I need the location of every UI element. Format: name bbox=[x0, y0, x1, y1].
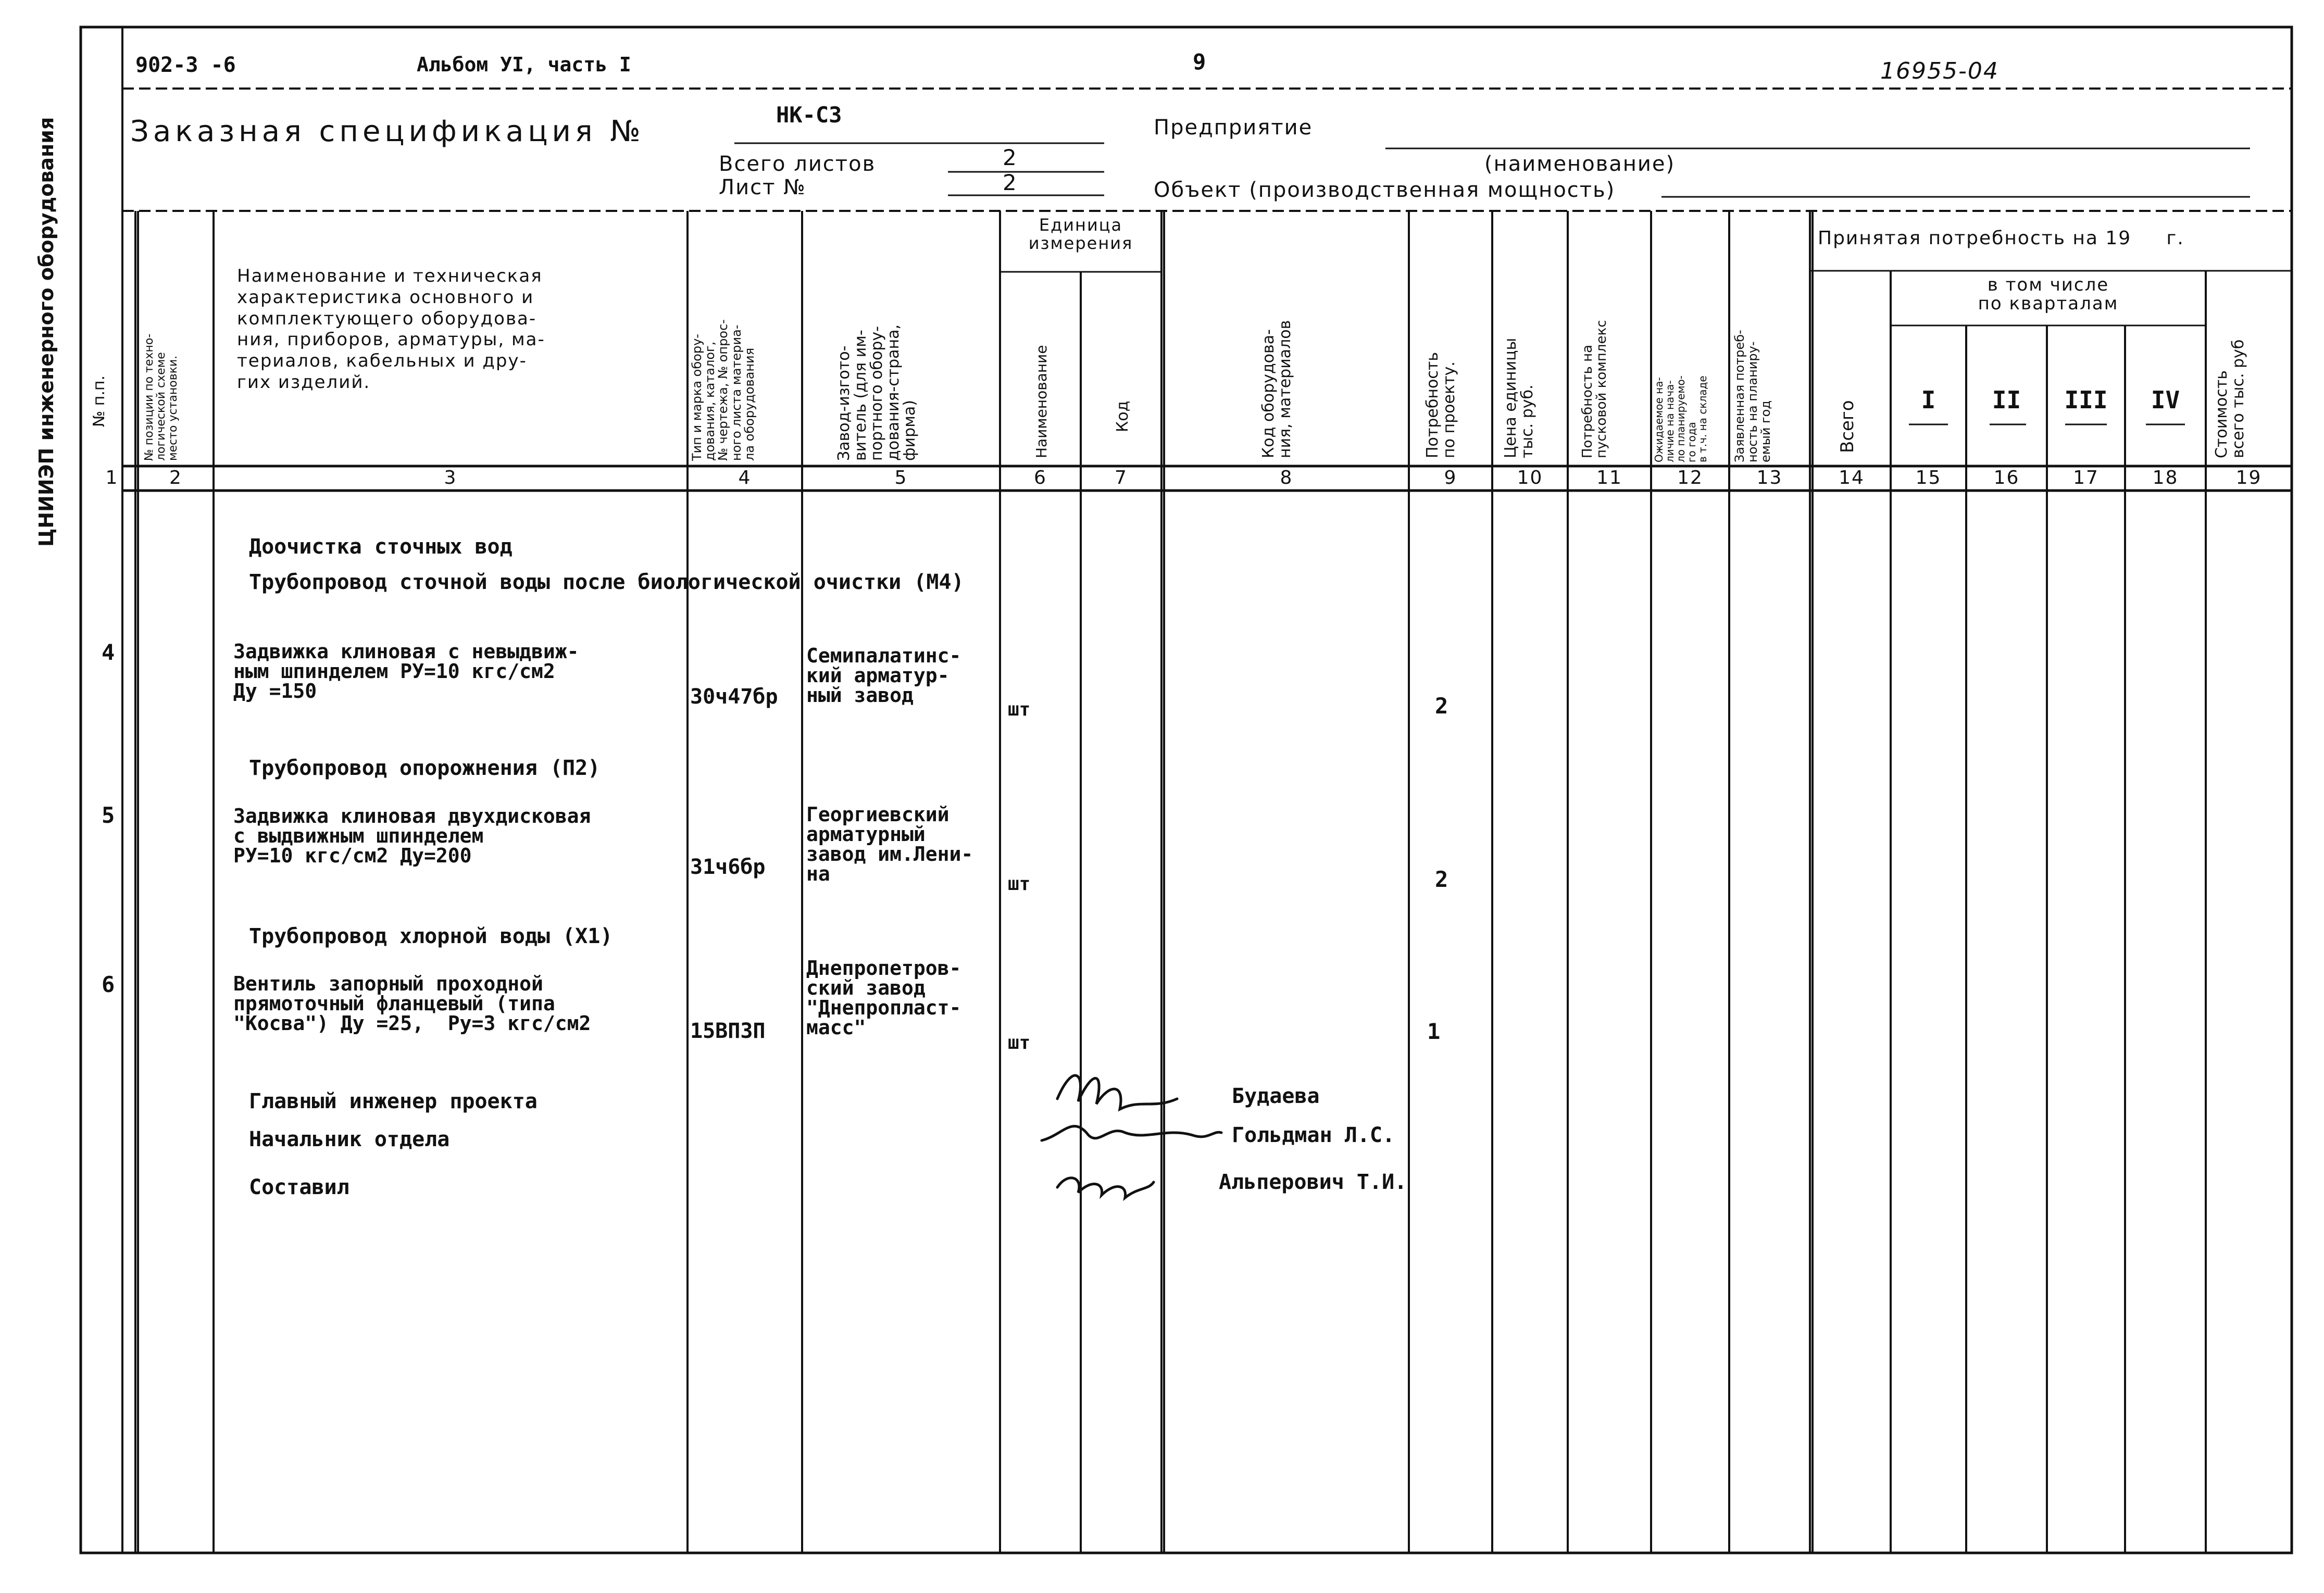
accepted-group-header: Принятая потребность на 19 г. bbox=[1818, 228, 2184, 249]
item-quantity: 2 bbox=[1435, 693, 1448, 719]
col-header-q2: II bbox=[1992, 386, 2021, 414]
subsection-title-1: Трубопровод сточной воды после биологической очистки (М4) bbox=[249, 570, 964, 594]
col-header-q1: I bbox=[1921, 386, 1936, 414]
col-number-8: 8 bbox=[1280, 467, 1293, 488]
item-maker: Семипалатинс- кий арматур- ный завод bbox=[806, 644, 961, 707]
col-header-5: Завод-изгото- витель (для им- портного обору- дования-страна, фирма) bbox=[835, 324, 919, 461]
signature-name: Будаева bbox=[1232, 1084, 1320, 1108]
col-number-17: 17 bbox=[2073, 467, 2099, 488]
col-header-1: № п.п. bbox=[90, 375, 108, 427]
doc-number: 16955-04 bbox=[1880, 58, 1999, 84]
item-unit: шт bbox=[1008, 873, 1031, 895]
col-header-8: Код оборудова- ния, материалов bbox=[1259, 320, 1294, 458]
sheet-value: 2 bbox=[1003, 170, 1018, 195]
col-header-q4: IV bbox=[2151, 386, 2180, 414]
item-position: 4 bbox=[102, 639, 115, 665]
signature-name: Гольдман Л.С. bbox=[1232, 1123, 1395, 1147]
col-number-14: 14 bbox=[1839, 467, 1865, 488]
object-label: Объект (производственная мощность) bbox=[1154, 178, 1616, 202]
item-type: 31ч6бр bbox=[690, 855, 766, 879]
col-number-10: 10 bbox=[1517, 467, 1543, 488]
item-name: Вентиль запорный проходной прямоточный фланцевый (типа "Косва") Ду =25, Ру=3 кгс/см2 bbox=[233, 972, 591, 1035]
col-number-1: 1 bbox=[105, 467, 119, 488]
item-unit: шт bbox=[1008, 699, 1031, 720]
col-number-19: 19 bbox=[2235, 467, 2262, 488]
col-header-11: Потребность на пусковой комплекс bbox=[1580, 320, 1610, 458]
section-title: Доочистка сточных вод bbox=[249, 535, 513, 559]
total-sheets-value: 2 bbox=[1003, 145, 1018, 170]
col-header-19: Стоимость всего тыс. руб bbox=[2213, 339, 2247, 458]
quarters-caption: в том числе по кварталам bbox=[1978, 274, 2119, 314]
spec-title: Заказная спецификация № bbox=[130, 115, 645, 148]
name-caption: (наименование) bbox=[1484, 152, 1676, 176]
signature-department-head bbox=[1042, 1126, 1221, 1140]
signature-name: Альперович Т.И. bbox=[1219, 1170, 1407, 1194]
col-number-2: 2 bbox=[169, 467, 182, 488]
col-number-15: 15 bbox=[1915, 467, 1942, 488]
subsection-title-2: Трубопровод опорожнения (П2) bbox=[249, 756, 601, 780]
subsection-title-3: Трубопровод хлорной воды (Х1) bbox=[249, 924, 613, 948]
album-label: Альбом УI, часть I bbox=[417, 53, 631, 76]
col-number-16: 16 bbox=[1993, 467, 2020, 488]
item-quantity: 1 bbox=[1427, 1019, 1441, 1044]
signature-chief-engineer bbox=[1057, 1075, 1177, 1109]
item-quantity: 2 bbox=[1435, 867, 1448, 892]
item-maker: Георгиевский арматурный завод им.Лени- на bbox=[806, 803, 973, 885]
col-header-9: Потребность по проекту. bbox=[1423, 352, 1458, 458]
signature-role: Начальник отдела bbox=[249, 1127, 450, 1151]
spec-number: НК-С3 bbox=[776, 102, 842, 128]
col-header-13: Заявленная потреб- ность на планиру- емый год bbox=[1732, 330, 1773, 462]
item-position: 5 bbox=[102, 802, 115, 828]
signature-role: Главный инженер проекта bbox=[249, 1089, 538, 1113]
col-number-7: 7 bbox=[1115, 467, 1128, 488]
outer-frame bbox=[81, 27, 2292, 1553]
signature-role: Составил bbox=[249, 1175, 349, 1199]
item-name: Задвижка клиновая с невыдвиж- ным шпинделем РУ=10 кгс/см2 Ду =150 bbox=[233, 640, 579, 703]
col-number-6: 6 bbox=[1034, 467, 1047, 488]
total-sheets-label: Всего листов bbox=[719, 152, 876, 176]
col-number-9: 9 bbox=[1444, 467, 1457, 488]
page-number: 9 bbox=[1193, 49, 1206, 74]
sheet-label: Лист № bbox=[719, 175, 806, 199]
col-number-18: 18 bbox=[2152, 467, 2179, 488]
col-number-5: 5 bbox=[894, 467, 908, 488]
item-maker: Днепропетров- ский завод "Днепропласт- масс" bbox=[806, 957, 961, 1039]
col-header-10: Цена единицы тыс. руб. bbox=[1502, 337, 1536, 458]
col-header-6: Наименование bbox=[1033, 345, 1050, 458]
left-margin-title: ЦНИИЭП инженерного оборудования bbox=[35, 117, 58, 547]
col-header-14: Всего bbox=[1837, 400, 1858, 453]
item-type: 30ч47бр bbox=[690, 685, 778, 709]
signature-compiler bbox=[1057, 1178, 1154, 1198]
col-number-11: 11 bbox=[1596, 467, 1622, 488]
item-unit: шт bbox=[1008, 1032, 1031, 1053]
item-position: 6 bbox=[102, 972, 115, 997]
item-type: 15ВП3П bbox=[690, 1019, 766, 1043]
item-name: Задвижка клиновая двухдисковая с выдвижным шпинделем РУ=10 кгс/см2 Ду=200 bbox=[233, 805, 591, 867]
unit-group-header: Единица измерения bbox=[1028, 215, 1133, 254]
col-number-13: 13 bbox=[1756, 467, 1783, 488]
enterprise-label: Предприятие bbox=[1154, 116, 1313, 140]
col-header-q3: III bbox=[2064, 386, 2108, 414]
col-header-12: Ожидаемое на- личие на нача- ло планируемо- го года в т.ч. на складе bbox=[1653, 375, 1709, 462]
project-code: 902-3 -6 bbox=[135, 53, 236, 77]
col-number-4: 4 bbox=[738, 467, 752, 488]
col-header-4: Тип и марка обору- дования, каталог, № чертежа, № опрос- ного листа материа- ла оборудования bbox=[690, 319, 757, 461]
col-header-3: Наименование и техническая характеристика основного и комплектующего оборудова- ния, приборов, арматуры, ма- териалов, кабельных и дру- гих изделий. bbox=[237, 266, 545, 393]
col-header-7: Код bbox=[1114, 400, 1132, 432]
col-number-12: 12 bbox=[1677, 467, 1703, 488]
signature-marks bbox=[1042, 1075, 1221, 1198]
col-header-2: № позиции по техно- логической схеме место установки. bbox=[143, 333, 180, 461]
col-number-3: 3 bbox=[444, 467, 457, 488]
